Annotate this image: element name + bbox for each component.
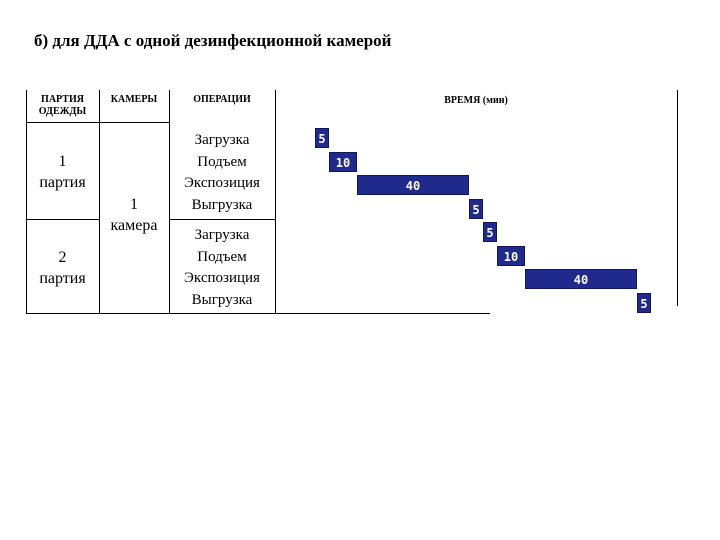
operation-label: Загрузка [194, 132, 250, 148]
header-time: ВРЕМЯ (мин) [444, 95, 508, 106]
gantt-bar-batch-1-1: 5 [315, 128, 329, 148]
gantt-bar-batch-2-3: 40 [525, 269, 637, 289]
operations-batch-2 [169, 225, 275, 311]
gantt-bar-batch-2-4: 5 [637, 293, 651, 313]
operation-label: Подъем [197, 153, 247, 170]
header-batch: ПАРТИЯ ОДЕЖДЫ [38, 94, 87, 117]
page-title: б) для ДДА с одной дезинфекционной камерой [34, 31, 392, 50]
table-line [275, 90, 276, 313]
table-line [26, 122, 169, 123]
operation-label: Экспозиция [184, 175, 260, 191]
table-line [677, 90, 678, 313]
gantt-bar-batch-1-4: 5 [469, 199, 483, 219]
operations-batch-1 [169, 130, 275, 216]
table-line [26, 219, 99, 220]
chamber-label: 1 камера [110, 196, 158, 234]
gantt-bar-batch-2-1: 5 [483, 222, 497, 242]
header-operations: ОПЕРАЦИИ [193, 94, 251, 105]
gantt-bar-batch-2-2: 10 [497, 246, 525, 266]
batch-2-label: 2 партия [39, 249, 86, 287]
operation-label: Загрузка [194, 227, 250, 243]
header-chambers: КАМЕРЫ [110, 94, 158, 105]
operation-label: Экспозиция [184, 270, 260, 286]
operation-label: Подъем [197, 248, 247, 265]
table-line [169, 219, 275, 220]
table-gap [490, 306, 690, 316]
operation-label: Выгрузка [191, 291, 253, 308]
gantt-bar-batch-1-3: 40 [357, 175, 469, 195]
operation-label: Выгрузка [191, 196, 253, 213]
batch-1-label: 1 партия [39, 153, 86, 191]
gantt-bar-batch-1-2: 10 [329, 152, 357, 172]
